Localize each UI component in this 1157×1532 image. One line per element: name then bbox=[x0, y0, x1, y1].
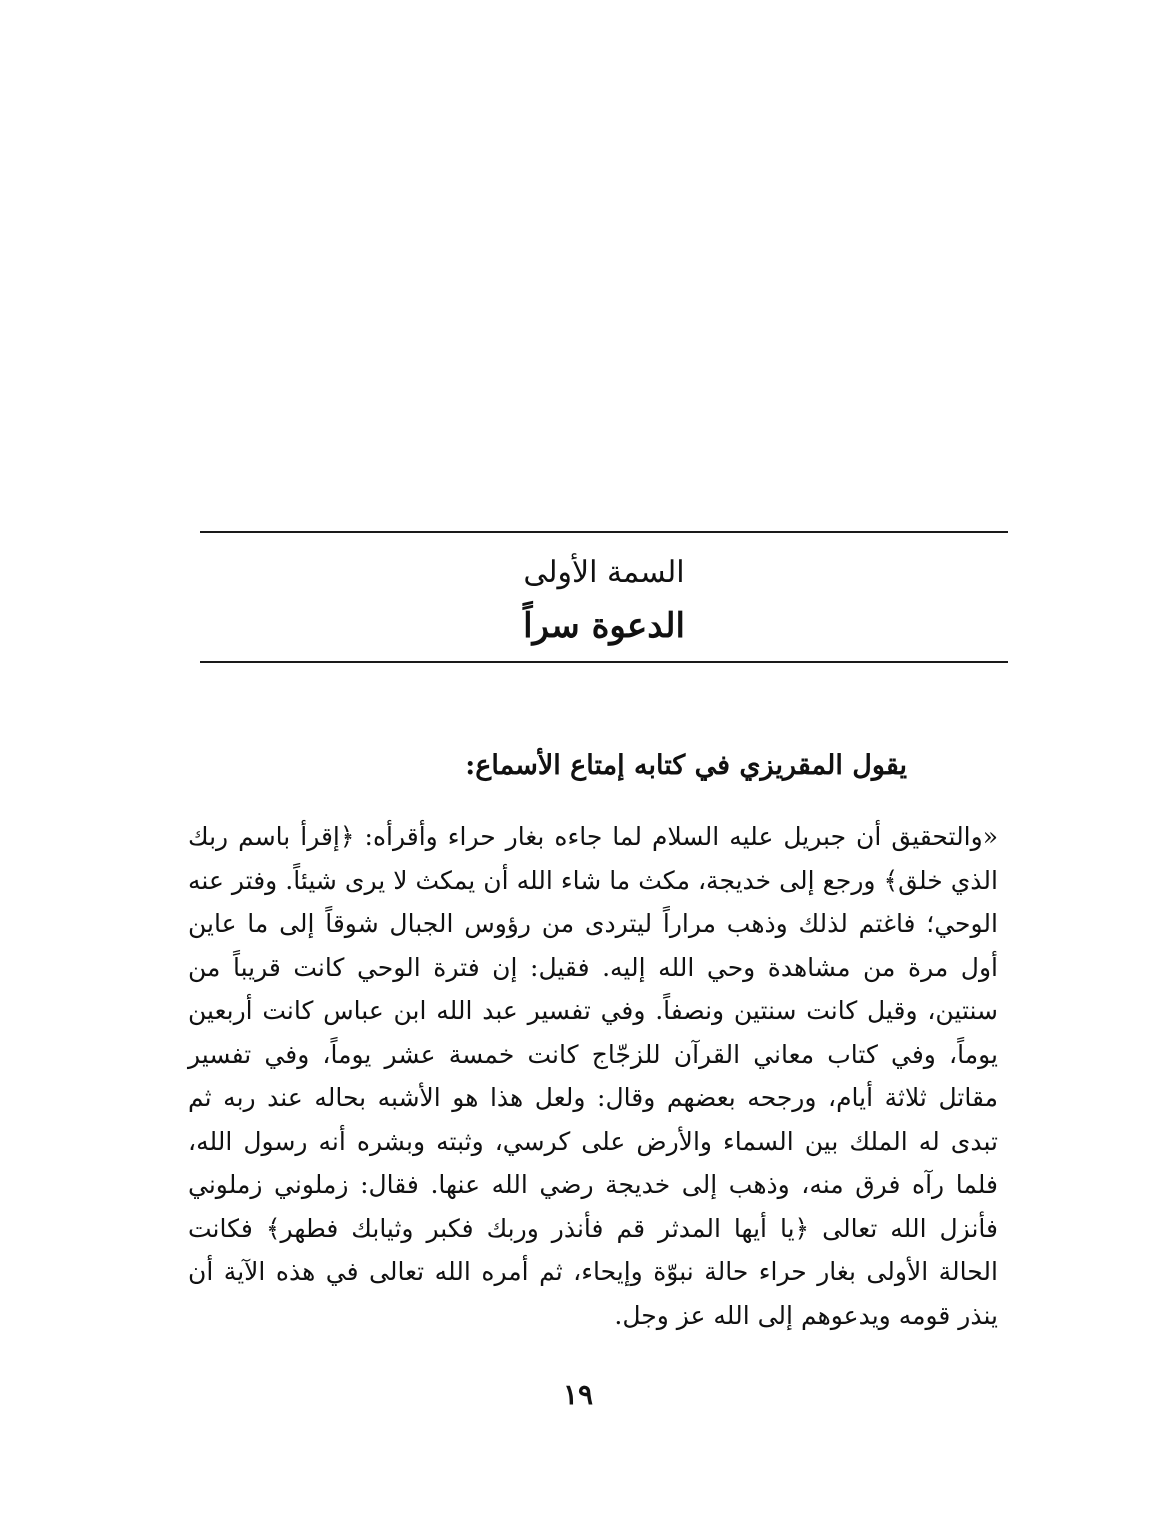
body-paragraph: «والتحقيق أن جبريل عليه السلام لما جاءه بغار حراء وأقرأه: ﴿إقرأ باسم ربك الذي خلق﴾ ورجع إلى خديجة، مكث ما شاء الله أن يمكث لا يرى شيئاً. وفتر عنه الوحي؛ فاغتم لذلك وذهب مراراً ليتردى من رؤوس الجبال شوقاً إلى ما عاين أول مرة من مشاهدة وحي الله إليه. فقيل: إن فترة الوحي كانت قريباً من سنتين، وقيل كانت سنتين ونصفاً. وفي تفسير عبد الله ابن عباس كانت أربعين يوماً، وفي كتاب معاني القرآن للزجّاج كانت خمسة عشر يوماً، وفي تفسير مقاتل ثلاثة أيام، ورجحه بعضهم وقال: ولعل هذا هو الأشبه بحاله عند ربه ثم تبدى له الملك بين السماء والأرض على كرسي، وثبته وبشره أنه رسول الله، فلما رآه فرق منه، وذهب إلى خديجة رضي الله عنها. فقال: زملوني زملوني فأنزل الله تعالى ﴿يا أيها المدثر قم فأنذر وربك فكبر وثيابك فطهر﴾ فكانت الحالة الأولى بغار حراء حالة نبوّة وإيحاء، ثم أمره الله تعالى في هذه الآية أن ينذر قومه ويدعوهم إلى الله عز وجل. bbox=[188, 822, 998, 1330]
page-number: ١٩ bbox=[562, 1378, 594, 1411]
top-divider bbox=[200, 531, 1008, 533]
bottom-divider bbox=[200, 661, 1008, 663]
heading-title: الدعوة سراً bbox=[523, 606, 685, 646]
chapter-heading bbox=[200, 548, 1008, 654]
heading-subtitle: السمة الأولى bbox=[523, 555, 685, 590]
intro-line: يقول المقريزي في كتابه إمتاع الأسماع: bbox=[465, 750, 907, 781]
